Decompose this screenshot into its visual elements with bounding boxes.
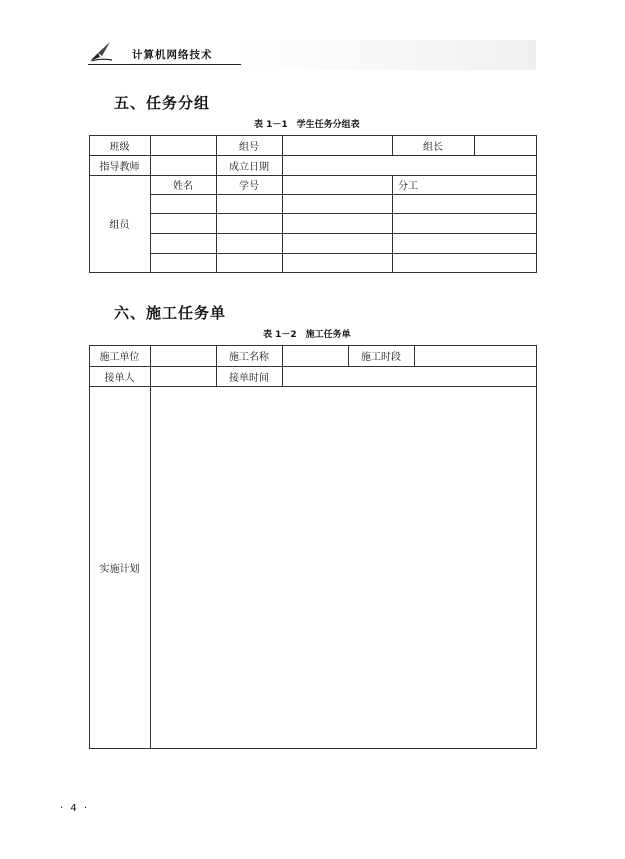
class-label: 班级 [109, 141, 130, 153]
period-label: 施工时段 [361, 352, 401, 363]
period-value[interactable] [414, 345, 536, 366]
page-number: · 4 · [60, 803, 90, 814]
leader-label: 组长 [423, 141, 443, 153]
running-header [88, 36, 240, 66]
section6-caption: 表 1－2 施工任务单 [263, 330, 351, 340]
receive-time-value[interactable] [282, 366, 536, 386]
project-label: 施工名称 [229, 352, 269, 363]
header-title: 计算机网络技术 [132, 49, 213, 61]
section6-heading: 六、施工任务单 [114, 304, 227, 322]
group-no-label: 组号 [239, 141, 259, 153]
receiver-value[interactable] [150, 366, 216, 386]
members-label: 组员 [109, 220, 130, 231]
teacher-label: 指导教师 [99, 161, 140, 173]
class-value[interactable] [150, 135, 216, 155]
header-rule [88, 64, 241, 65]
leader-value[interactable] [474, 135, 536, 155]
plan-label: 实施计划 [99, 563, 140, 575]
receiver-label: 接单人 [104, 372, 135, 384]
date-value[interactable] [282, 155, 536, 175]
receive-time-label: 接单时间 [229, 372, 269, 384]
teacher-value[interactable] [150, 155, 216, 175]
date-label: 成立日期 [229, 161, 269, 173]
unit-label: 施工单位 [99, 352, 140, 363]
student-id-header: 学号 [239, 181, 259, 192]
plan-area[interactable] [150, 386, 536, 748]
header-shade [240, 40, 536, 70]
name-header: 姓名 [173, 181, 193, 192]
unit-value[interactable] [150, 345, 216, 366]
book-quill-icon [88, 41, 114, 63]
division-header: 分工 [398, 181, 418, 192]
section5-heading: 五、任务分组 [114, 94, 211, 112]
project-value[interactable] [282, 345, 348, 366]
section5-caption: 表 1－1 学生任务分组表 [254, 120, 360, 130]
group-no-value[interactable] [282, 135, 392, 155]
